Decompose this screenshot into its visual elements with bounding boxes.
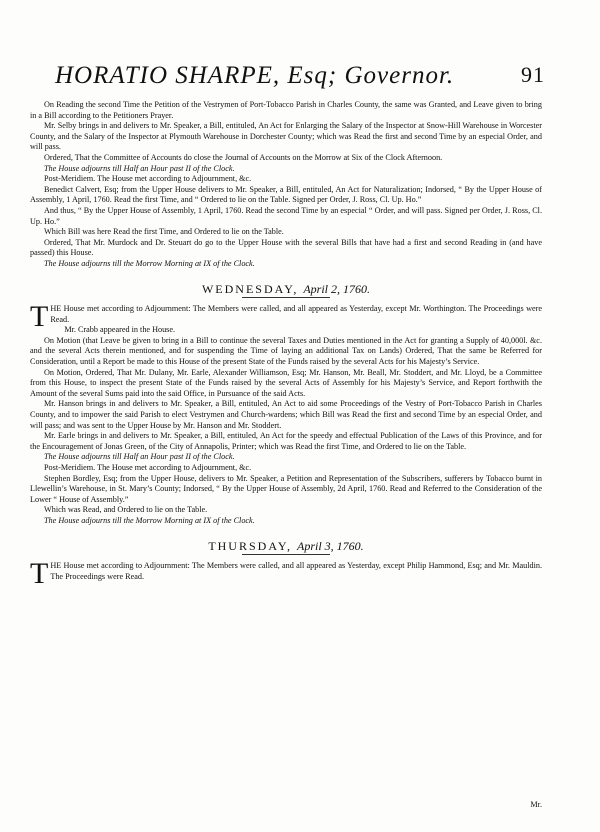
- date-heading-thursday: [30, 538, 542, 556]
- opening-paragraph: [30, 557, 542, 591]
- adjournment-line: The House adjourns till the Morrow Morning at IX of the Clock.: [44, 258, 255, 268]
- adjournment-line: The House adjourns till Half an Hour past II of the Clock.: [44, 452, 235, 462]
- heading-rule: [242, 554, 330, 555]
- paragraph: On Motion, Ordered, That Mr. Dulany, Mr. Earle, Alexander Williamson, Esq; Mr. Hanson, Mr. Beall, Mr. Stoddert, and Mr. Lloyd, be a Committee from this House, to inspect the present State of the Funds raised by the several Acts of Assembly for his Majesty’s Service, and Report forthwith the Amount of the several Sums paid into the said Office, in Pursuance of the said Acts.: [30, 367, 542, 398]
- paragraph: Which was Read, and Ordered to lie on the Table.: [44, 505, 208, 515]
- drop-cap: T: [30, 300, 49, 334]
- paragraph: On Motion (that Leave be given to bring in a Bill to continue the several Taxes and Duties mentioned in the Act for granting a Supply of 40,000l. &c. and the several Acts therein mentioned, and for suspending the Time of laying an additional Tax on Lands) Ordered, That the same be Referred for Consideration, until a Report be made to this House of the present State of the Funds raised by the several Acts for his Majesty’s Service.: [30, 335, 542, 367]
- journal-body: [30, 100, 542, 591]
- day-name: WEDNESDAY,: [201, 281, 299, 296]
- paragraph: Post-Meridiem. The House met according to Adjournment, &c.: [44, 463, 252, 472]
- date-heading-wednesday: [30, 281, 542, 299]
- running-header: [55, 62, 545, 96]
- day-date: April 2, 1760.: [303, 281, 370, 296]
- adjournment-line: The House adjourns till Half an Hour past II of the Clock.: [44, 163, 235, 173]
- paragraph: Mr. Hanson brings in and delivers to Mr. Speaker, a Bill, entituled, An Act to aid some Proceedings of the Vestry of Port-Tobacco Parish in Charles County, and to impower the said Parish to elect Vestrymen and Church-wardens; which Bill was Read the first and second Time by an especial Order, and will pass; and was sent to the Upper House by Mr. Hanson and Mr. Stoddert.: [30, 399, 542, 430]
- paragraph: Benedict Calvert, Esq; from the Upper House delivers to Mr. Speaker, a Bill, entituled, An Act for Naturalization; Indorsed, “ By the Upper House of Assembly, 1 April, 1760. Read the first Time, and “ Ordered to lie on the Table. Signed per Order, J. Ross, Cl. Up. Ho.”: [30, 184, 542, 205]
- catchword: Mr.: [530, 800, 542, 809]
- paragraph: Post-Meridiem. The House met according to Adjournment, &c.: [44, 174, 252, 184]
- opening-text: HE House met according to Adjournment: The Members were called, and all appeared as Yesterday, except Mr. Worthington. The Proceedings were Read.: [50, 304, 542, 324]
- paragraph: Mr. Earle brings in and delivers to Mr. Speaker, a Bill, entituled, An Act for the speedy and effectual Publication of the Laws of this Province, and for the Encouragement of Jonas Green, of the City of Annapolis, Printer; which was Read the first Time, and Ordered to lie on the Table.: [30, 431, 542, 451]
- header-title: HORATIO SHARPE, Esq; Governor.: [55, 62, 455, 89]
- paragraph: On Reading the second Time the Petition of the Vestrymen of Port-Tobacco Parish in Charles County, the same was Granted, and Leave given to bring in a Bill according to the Petitioners Prayer.: [30, 100, 542, 120]
- day-name: THURSDAY,: [208, 538, 293, 553]
- paragraph: Stephen Bordley, Esq; from the Upper House, delivers to Mr. Speaker, a Petition and Representation of the Subscribers, sufferers by Tobacco burnt in Llewellin’s Warehouse, in St. Mary’s County; Indorsed, “ By the Upper House of Assembly, 2d April, 1760. Read and Referred to the Consideration of the Lower “ House of Assembly.”: [30, 473, 542, 504]
- paragraph: And thus, “ By the Upper House of Assembly, 1 April, 1760. Read the second Time by an especial “ Order, and will pass. Signed per Order, J. Ross, Cl. Up. Ho.”: [30, 205, 542, 226]
- drop-cap: T: [30, 557, 49, 591]
- paragraph: Mr. Selby brings in and delivers to Mr. Speaker, a Bill, entituled, An Act for Enlarging the Salary of the Inspector at Snow-Hill Warehouse in Worcester County, and the Salary of the Inspector at Plymouth Warehouse in Dorchester County; which was Read the first and second Time by an especial Order, and will pass.: [30, 121, 542, 152]
- paragraph: Which Bill was here Read the first Time, and Ordered to lie on the Table.: [44, 227, 284, 237]
- day-date: April 3, 1760.: [297, 538, 364, 553]
- paragraph: Ordered, That the Committee of Accounts do close the Journal of Accounts on the Morrow at Six of the Clock Afternoon.: [44, 152, 443, 162]
- paragraph: Mr. Crabb appeared in the House.: [64, 325, 176, 335]
- page-number: 91: [521, 62, 545, 87]
- heading-rule: [242, 297, 330, 298]
- opening-text: HE House met according to Adjournment: The Members were called, and all appeared as Yesterday, except Philip Hammond, Esq; and Mr. Mauldin. The Proceedings were Read.: [50, 561, 542, 581]
- paragraph: Ordered, That Mr. Murdock and Dr. Steuart do go to the Upper House with the several Bills that have had a first and second Reading in (and have passed) this House.: [30, 237, 542, 258]
- adjournment-line: The House adjourns till the Morrow Morning at IX of the Clock.: [44, 515, 255, 525]
